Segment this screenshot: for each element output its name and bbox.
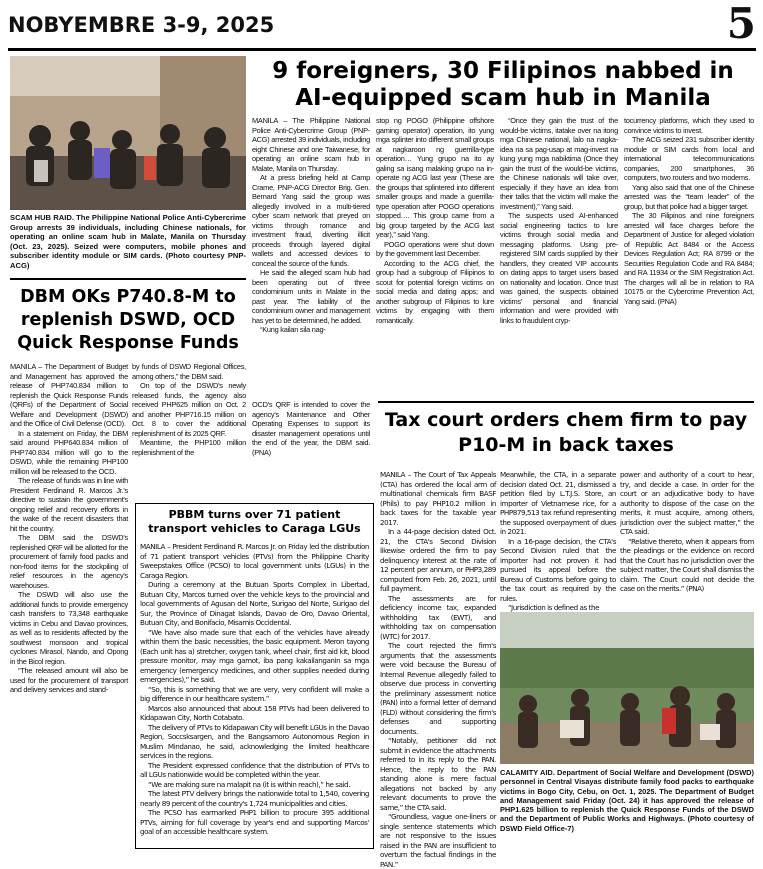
ptv-body-p10: The PCSO has earmarked PHP1 billion to procure 395 additional PTVs, aiming for full coverage by year's end and supporting Marcos' goal of an accessible healthcare system. bbox=[140, 808, 369, 836]
tax-col2-p1: Meanwhile, the CTA, in a separate decision dated Oct. 21, dismissed a petition filed by L.T.J.S. Store, an importer of Vietnamese rice, for a PHP879,513 tax refund representing the supposed overpayment of dues in 2021. bbox=[500, 470, 616, 536]
scam-hub-col1-p1: MANILA – The Philippine National Police Anti-Cybercrime Group (PNP-ACG) arrested 39 individuals, including eight Chinese and one Taiwanese, for operating an online scam hub in Malate, Manila on Thursday. bbox=[252, 116, 371, 173]
scam-hub-col2-p3: According to the ACG chief, the group had a subgroup of Filipinos to scout for potential foreign victims on social media and dating apps; and another subgroup of Filipinos to lure victims by engaging with them romantically. bbox=[376, 258, 494, 325]
dbm-col2 bbox=[132, 362, 246, 510]
dbm-col3 bbox=[252, 400, 370, 500]
calamity-aid-caption: CALAMITY AID. Department of Social Welfare and Development (DSWD) personnel in Central Visayas distribute family food packs to earthquake victims in Bogo City, Cebu, on Oct. 1, 2025. The Department of Budget and Management said Friday (Oct. 24) it has approved the release of PHP1.625 billion to replenish the Quick Response Funds of the DSWD and the Department of Public Works and Highways. (Photo courtesy of DSWD Field Office-7) bbox=[500, 768, 754, 833]
header-rule bbox=[8, 48, 756, 51]
scam-hub-col3-p1: “Once they gain the trust of the would-be victims, itatake over na itong mga Chinese national, lalo na nagka-idea na sa pag-usap at mag-invest na kung yung mga nabiktima (Once they gain the trust of the would-be victims, the Chinese nationals will take over, especially if they have an idea from their talks that the victim will make the investment),” Yang said. bbox=[500, 116, 618, 211]
page-number: 5 bbox=[726, 0, 756, 48]
dbm-col1-p6: “The released amount will also be used for the procurement of transport and delivery services and stand- bbox=[10, 666, 128, 694]
dbm-col1-p4: The DBM said the DSWD's replenished QRF will be allotted for the procurement of family food packs and non-food items for the stockpiling of relief resources in the agency's warehouses. bbox=[10, 533, 128, 590]
scam-hub-col4-p2: The ACG seized 231 subscriber identity module or SIM cards from local and international telecommunications companies, 200 smartphones, 36 computers, two routers and two modems. bbox=[624, 135, 754, 182]
dbm-col2-p3: Meantime, the PHP100 million replenishment of the bbox=[132, 438, 246, 457]
ptv-body-p8: “We are making sure na malapit na (it is within reach),” he said. bbox=[148, 779, 351, 789]
dbm-col1-p5: The DSWD will also use the additional funds to provide emergency cash transfers to 73,348 earthquake victims in Cebu and Davao provinces, as well as to residents affected by the southwest monsoon and tropical cyclones Mirasol, Nando, and Opong in the Bicol region. bbox=[10, 590, 128, 666]
ptv-body-p4: “So, this is something that we are very, very confident will make a big difference in our healthcare system.” bbox=[140, 684, 369, 703]
scam-hub-col1-p3: He said the alleged scam hub had been operating out of three condominium units in Malate in the past year. The liability of the condominium owner and management has yet to be determined, he added. bbox=[252, 268, 370, 325]
divider-left bbox=[10, 278, 246, 280]
dbm-col1 bbox=[10, 362, 128, 850]
dbm-col2-p2: On top of the DSWD's newly released funds, the agency also received PHP625 million on Oct. 2 and another PHP716.15 million on Oct. 8 to cover the additional replenishment of its 2025 QRF. bbox=[132, 381, 246, 438]
tax-col3-p2: “Relative thereto, when it appears from the pleadings or the evidence on record that the Court has no jurisdiction over the subject matter, the Court shall dismiss the claim. The Court could not decide the case on the merits.” (PNA) bbox=[620, 536, 754, 593]
dbm-col1-p2: In a statement on Friday, the DBM said around PHP640.834 million of PHP740.834 million will go to the DSWD, while the remaining PHP100 million will be released to the OCD. bbox=[10, 428, 128, 476]
scam-hub-col3-p2: The suspects used AI-enhanced social engineering tactics to lure victims through social media and messaging platforms. Using pre-registered SIM cards supplied by their handlers, they created VIP accounts on dating apps to target users based on nationality and location. Once trust was gained, the suspects obtained victims' personal and financial information and were provided with links to fraudulent cryp- bbox=[500, 211, 618, 325]
dbm-col3-p1: OCD's QRF is intended to cover the agency's Maintenance and Other Operating Expenses to support its disaster management operations until the end of the year, the DBM said. (PNA) bbox=[252, 400, 370, 457]
headline-ptv: PBBM turns over 71 patient transport vehicles to Caraga LGUs bbox=[148, 508, 361, 535]
tax-col2-p2: In a 16-page decision, the CTA's Second Division ruled that the importer had not proven it had pursued its appeal before the Bureau of Customs before going to the tax court as required by the rules. bbox=[500, 536, 616, 603]
tax-col1 bbox=[380, 470, 496, 869]
scam-hub-col1 bbox=[252, 116, 370, 396]
scam-hub-col4-p3: Yang also said that one of the Chinese arrested was the “team leader” of the group, but that police had a bigger target. bbox=[624, 182, 754, 211]
ptv-body bbox=[140, 542, 369, 844]
ptv-body-p7: The President expressed confidence that the distribution of PTVs to all LGUs nationwide would be completed within the year. bbox=[140, 760, 369, 779]
ptv-body-p9: The latest PTV delivery brings the nationwide total to 1,540, covering nearly 89 percent of the country's 1,724 municipalities and cities. bbox=[140, 789, 369, 808]
headline-dbm: DBM OKs P740.8-M to replenish DSWD, OCD Quick Response Funds bbox=[17, 287, 239, 353]
scam-hub-col4 bbox=[624, 116, 754, 396]
tax-col1-p4: The court rejected the firm's arguments that the assessments were void because the Bureau of Internal Revenue allegedly failed to observe due process in converting the preliminary assessment notice (PAN) into a formal letter of demand (FLD) without considering the firm's defenses and supporting documents. bbox=[380, 641, 496, 736]
tax-col3 bbox=[620, 470, 754, 604]
tax-col1-p1: MANILA – The Court of Tax Appeals (CTA) has ordered the local arm of multinational chemicals firm BASF (Phils) to pay PHP10.2 million in back taxes for the taxable year 2017. bbox=[380, 470, 496, 527]
scam-hub-photo bbox=[10, 56, 246, 210]
tax-col1-p3: The assessments are for deficiency income tax, expanded withholding tax (EWT), and withholding tax on compensation (WTC) for 2017. bbox=[380, 593, 496, 641]
ptv-body-p3: “We have also made sure that each of the vehicles have already within them the basic necessities, the basic equipment. Meron tayong (Each unit has a) stretcher, oxygen tank, wheel chair, first aid kit, blood pressure monitor, may mga gamot, iba pang kakailanganin sa mga emergency (emergency medicines, and other supplies needed during emergencies),” he said. bbox=[140, 627, 369, 684]
scam-hub-col4-p4: The 30 Filipinos and nine foreigners arrested will face charges before the Department of Justice for alleged violation of Republic Act 8484 or the Access Devices Regulation Act; RA 8799 or the Securities Regulation Code and RA 8484; and RA 11934 or the SIM Registration Act. The charges will all be in relation to RA 10175 or the Cybercrime Prevention Act, Yang said. (PNA) bbox=[624, 211, 754, 306]
ptv-body-p2: During a ceremony at the Butuan Sports Complex in Libertad, Butuan City, Marcos turned over the vehicle keys to the provincial and local governments of Agusan del Norte, Surigao del Norte, Surigao del Sur, the Province of Dinagat Islands, Davao de Oro, Davao Oriental, Butuan City, and Bonifacio, Misamis Occidental. bbox=[140, 580, 369, 627]
ptv-body-p1: MANILA – President Ferdinand R. Marcos Jr. on Friday led the distribution of 71 patient transport vehicles (PTVs) from the Philippine Charity Sweepstakes Office (PCSO) to local government units (LGUs) in the Caraga Region. bbox=[140, 542, 369, 580]
headline-scam-hub: 9 foreigners, 30 Filipinos nabbed in AI-equipped scam hub in Manila bbox=[272, 58, 734, 111]
calamity-aid-photo bbox=[500, 612, 754, 764]
tax-col3-p1: power and authority of a court to hear, try, and decide a case. In order for the court or an adjudicative body to have authority to dispose of the case on the merits, it must acquire, among others, jurisdiction over the subject matter,” the CTA said. bbox=[620, 470, 754, 536]
divider-right bbox=[378, 401, 754, 403]
tax-col2 bbox=[500, 470, 616, 612]
tax-col1-p6: “Groundless, vague one-liners or single sentence statements which are not responsive to the issues raised in the PAN are insufficient to overturn the factual findings in the PAN.” bbox=[380, 812, 496, 869]
scam-hub-caption: SCAM HUB RAID. The Philippine National Police Anti-Cybercrime Group arrests 39 individuals, including Chinese nationals, for operating an online scam hub in Malate, Manila on Thursday (Oct. 23, 2025). Seized were computers, mobile phones and subscriber identity module or SIM cards. (Photo courtesy PNP-ACG) bbox=[10, 213, 246, 270]
dbm-col2-p1: by funds of DSWD Regional Offices, among others,” the DBM said. bbox=[132, 362, 246, 381]
ptv-box bbox=[135, 503, 374, 849]
dbm-col1-p3: The release of funds was in line with President Ferdinand R. Marcos Jr.'s directive to sustain the government's ongoing relief and recovery efforts in the wake of the recent disasters that hit the country. bbox=[10, 476, 128, 533]
scam-hub-col1-p4: “Kung kailan sila nag- bbox=[260, 325, 326, 334]
tax-col2-p3: “Jurisdiction is defined as the bbox=[508, 603, 600, 612]
headline-tax-court: Tax court orders chem firm to pay P10-M in back taxes bbox=[384, 409, 748, 456]
page-date: NOBYEMBRE 3-9, 2025 bbox=[8, 13, 275, 37]
scam-hub-col1-p2: At a press briefing held at Camp Crame, PNP-ACG Director Brig. Gen. Bernard Yang said the group was allegedly involved in a multi-tiered cyber scam network that preyed on victims through romance and investment fraud, diverting illicit proceeds through layered digital wallets and accessed devices to conceal the source of the funds. bbox=[252, 173, 370, 268]
tax-col1-p2: In a 44-page decision dated Oct. 21, the CTA's Second Division likewise ordered the firm to pay delinquency interest at the rate of 12 percent per annum, or PHP3,289 computed from Feb. 26, 2021, until full payment. bbox=[380, 527, 496, 593]
ptv-body-p5: Marcos also announced that about 158 PTVs had been delivered to Kidapawan City, North Cotabato. bbox=[140, 703, 369, 722]
scam-hub-col2 bbox=[376, 116, 494, 396]
tax-col1-p5: “Notably, petitioner did not submit in evidence the attachments referred to in its reply to the PAN. Hence, the reply to the PAN standing alone is mere factual allegations not backed by any relevant documents to prove the same,” the CTA said. bbox=[380, 736, 496, 812]
ptv-body-p6: The delivery of PTVs to Kidapawan City will benefit LGUs in the Davao Region, Soccsksargen, and the Bangsamoro Autonomous Region in Muslim Mindanao, he said, acknowledging the limited healthcare services in the regions. bbox=[140, 722, 369, 760]
scam-hub-col2-p2: POGO operations were shut down by the government last December. bbox=[376, 239, 494, 258]
dbm-col1-p1: MANILA – The Department of Budget and Management has approved the release of PHP740.834 million to replenish the Quick Response Funds (QRFs) of the Department of Social Welfare and Development (DSWD) and the Office of Civil Defense (OCD). bbox=[10, 362, 128, 428]
scam-hub-col4-p1: tocurrency platforms, which they used to convince victims to invest. bbox=[624, 116, 754, 135]
scam-hub-col2-p1: stop ng POGO (Philippine offshore gaming operator) operation, ito yung mga splinter into different small groups at nagkaroon ng guerrilla-type operation… Yung grupo na ito ay galing sa isang malaking grupo na in-operate ng ACG last year (These are the groups that splintered into different smaller groups and made a guerrilla-type operation after POGO operations stopped…. This group came from a big group targeted by the ACG last year),” said Yang. bbox=[376, 116, 494, 239]
scam-hub-col3 bbox=[500, 116, 618, 396]
